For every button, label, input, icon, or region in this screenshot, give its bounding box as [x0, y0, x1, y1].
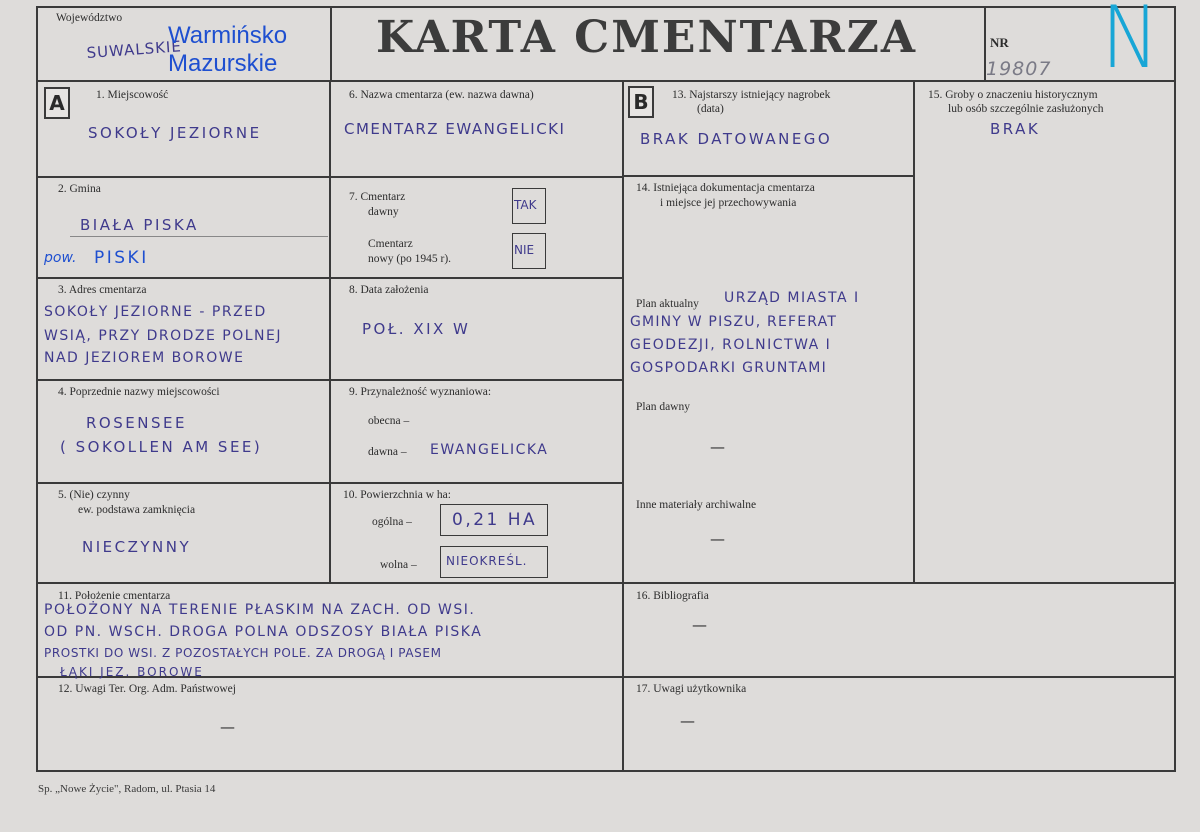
nr-value: 19807 [986, 58, 1052, 80]
field-7-nowy-value: NIE [514, 243, 535, 257]
divider [36, 176, 624, 178]
field-10-ogolna: ogólna – [372, 516, 412, 528]
field-9-obecna: obecna – [368, 415, 410, 427]
field-9-dawna: dawna – [368, 446, 407, 458]
field-8-label: 8. Data założenia [349, 284, 429, 296]
divider [36, 80, 1176, 82]
field-6-value: CMENTARZ EWANGELICKI [344, 120, 566, 138]
field-13-value: BRAK DATOWANEGO [640, 130, 833, 148]
divider [70, 236, 328, 237]
field-5-value: NIECZYNNY [82, 538, 192, 556]
nr-label: NR [990, 35, 1009, 50]
field-14-dawny-label: Plan dawny [636, 401, 690, 413]
divider [36, 582, 1176, 584]
field-14-plan-label: Plan aktualny [636, 298, 699, 310]
field-16-value: — [692, 616, 707, 634]
field-11-line3: PROSTKI DO WSI. Z POZOSTAŁYCH POLE. ZA DROGĄ I PASEM [44, 646, 442, 660]
field-10-label: 10. Powierzchnia w ha: [343, 489, 451, 501]
field-2-pow-prefix: pow. [44, 250, 77, 266]
divider [36, 277, 624, 279]
field-11-label: 11. Położenie cmentarza [58, 590, 171, 602]
field-16-label: 16. Bibliografia [636, 590, 709, 602]
field-1-value: SOKOŁY JEZIORNE [88, 124, 262, 142]
field-5-label-line2: ew. podstawa zamknięcia [78, 504, 196, 516]
divider [913, 80, 915, 584]
field-1-label: 1. Miejscowość [96, 89, 169, 101]
field-4-line2: ( SOKOLLEN AM SEE) [60, 438, 263, 456]
field-17-label: 17. Uwagi użytkownika [636, 683, 747, 695]
field-10-wolna-value: NIEOKREŚL. [446, 554, 528, 568]
field-11-line2: OD PN. WSCH. DROGA POLNA ODSZOSY BIAŁA PISKA [44, 624, 483, 640]
divider [622, 175, 914, 177]
field-14-dawny-value: — [710, 438, 725, 456]
field-14-inne-label: Inne materiały archiwalne [636, 499, 757, 511]
field-6-label: 6. Nazwa cmentarza (ew. nazwa dawna) [349, 89, 534, 101]
field-10-wolna: wolna – [380, 559, 417, 571]
field-7-nowy-line2: nowy (po 1945 r). [368, 253, 452, 265]
field-14-plan-line2: GMINY W PISZU, REFERAT [630, 314, 838, 330]
field-3-line1: SOKOŁY JEZIORNE - PRZED [44, 304, 267, 320]
field-14-plan-line1: URZĄD MIASTA I [724, 290, 860, 306]
wojewodztwo-label: Województwo [56, 12, 123, 24]
wojewodztwo-value: SUWALSKIE [86, 37, 183, 62]
field-2-value: BIAŁA PISKA [80, 216, 199, 234]
field-9-label: 9. Przynależność wyznaniowa: [349, 386, 492, 398]
field-7-dawny: dawny [368, 206, 399, 218]
divider [330, 6, 332, 80]
field-14-label-line1: 14. Istniejąca dokumentacja cmentarza [636, 182, 815, 194]
field-7-label: 7. Cmentarz [349, 191, 406, 203]
field-14-plan-line3: GEODEZJI, ROLNICTWA I [630, 337, 832, 353]
field-2-label: 2. Gmina [58, 183, 101, 195]
field-11-line4: ŁĄKI JEZ. BOROWE [60, 665, 204, 679]
field-14-plan-line4: GOSPODARKI GRUNTAMI [630, 360, 828, 376]
field-4-label: 4. Poprzednie nazwy miejscowości [58, 386, 220, 398]
field-7-nowy-line1: Cmentarz [368, 238, 413, 250]
divider [36, 482, 624, 484]
field-13-label-line2: (data) [697, 103, 724, 115]
divider [36, 379, 624, 381]
field-13-label-line1: 13. Najstarszy istniejący nagrobek [672, 89, 831, 101]
field-17-value: — [680, 712, 695, 730]
field-15-value: BRAK [990, 120, 1041, 138]
field-15-label-line1: 15. Groby o znaczeniu historycznym [928, 89, 1098, 101]
field-2-pow-value: PISKI [94, 248, 149, 268]
field-14-label-line2: i miejsce jej przechowywania [660, 197, 797, 209]
wojewodztwo-new-line2: Mazurskie [168, 50, 278, 77]
field-3-line3: NAD JEZIOREM BOROWE [44, 350, 245, 366]
field-8-value: POŁ. XIX W [362, 320, 471, 338]
field-4-line1: ROSENSEE [86, 414, 187, 432]
section-a-marker: A [44, 87, 70, 119]
printer-imprint: Sp. „Nowe Życie", Radom, ul. Ptasia 14 [38, 783, 216, 795]
divider [36, 676, 1176, 678]
stamp-letter: N [1101, 0, 1160, 88]
field-10-ogolna-value: 0,21 HA [452, 510, 538, 530]
divider [622, 80, 624, 772]
field-9-dawna-value: EWANGELICKA [430, 442, 549, 458]
divider [329, 80, 331, 584]
section-b-marker: B [628, 86, 654, 118]
wojewodztwo-new-line1: Warmińsko [168, 22, 288, 49]
field-11-line1: POŁOŻONY NA TERENIE PŁASKIM NA ZACH. OD WSI. [44, 602, 476, 618]
field-15-label-line2: lub osób szczególnie zasłużonych [948, 103, 1104, 115]
field-7-dawny-value: TAK [514, 198, 537, 212]
field-12-label: 12. Uwagi Ter. Org. Adm. Państwowej [58, 683, 236, 695]
field-3-label: 3. Adres cmentarza [58, 284, 147, 296]
page-title: KARTA CMENTARZA [376, 12, 917, 63]
field-14-inne-value: — [710, 530, 725, 548]
field-12-value: — [220, 718, 235, 736]
field-3-line2: WSIĄ, PRZY DRODZE POLNEJ [44, 328, 283, 344]
field-5-label-line1: 5. (Nie) czynny [58, 489, 130, 501]
